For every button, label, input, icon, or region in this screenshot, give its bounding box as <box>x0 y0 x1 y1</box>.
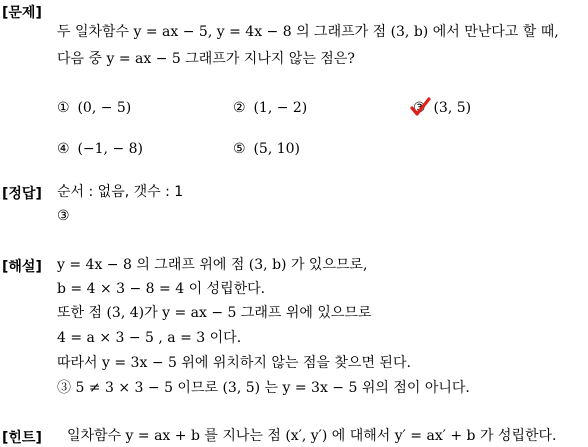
choice-5-value: (5, 10) <box>253 141 300 157</box>
explanation-line-2: b = 4 × 3 − 8 = 4 이 성립한다. <box>57 281 266 297</box>
choice-2-value: (1, − 2) <box>253 100 308 116</box>
hint-tag: [힌트] <box>2 430 42 446</box>
check-mark-icon <box>409 96 431 118</box>
explanation-line-3: 또한 점 (3, 4)가 y = ax − 5 그래프 위에 있으므로 <box>57 305 372 321</box>
explanation-line-4: 4 = a × 3 − 5 , a = 3 이다. <box>57 330 242 346</box>
choice-5[interactable] <box>233 140 300 158</box>
choice-3-number: ③ <box>413 100 426 116</box>
explanation-tag: [해설] <box>2 259 42 275</box>
problem-text-line-2: 다음 중 y = ax − 5 그래프가 지나지 않는 점은? <box>57 51 355 67</box>
problem-tag: [문제] <box>2 5 42 21</box>
answer-tag: [정답] <box>2 186 42 202</box>
choice-2[interactable] <box>233 99 307 117</box>
hint-text: 일차함수 y = ax + b 를 지나는 점 (x′, y′) 에 대해서 y′ = ax′ + b 가 성립한다. <box>67 428 557 444</box>
choice-1-number: ① <box>57 100 70 116</box>
choice-2-number: ② <box>233 100 246 116</box>
choice-1[interactable] <box>57 99 131 117</box>
explanation-line-6: ③ 5 ≠ 3 × 3 − 5 이므로 (3, 5) 는 y = 3x − 5 위의 점이 아니다. <box>57 380 470 396</box>
explanation-line-1: y = 4x − 8 의 그래프 위에 점 (3, b) 가 있으므로, <box>57 257 368 273</box>
choice-3-value: (3, 5) <box>433 100 472 116</box>
answer-value: ③ <box>57 208 70 224</box>
choice-5-number: ⑤ <box>233 141 246 157</box>
answer-order-count: 순서 : 없음, 갯수 : 1 <box>57 184 184 200</box>
choice-4[interactable] <box>57 140 143 158</box>
choice-4-number: ④ <box>57 141 70 157</box>
explanation-line-5: 따라서 y = 3x − 5 위에 위치하지 않는 점을 찾으면 된다. <box>57 355 411 371</box>
choice-4-value: (−1, − 8) <box>77 141 144 157</box>
choice-1-value: (0, − 5) <box>77 100 132 116</box>
problem-text-line-1: 두 일차함수 y = ax − 5, y = 4x − 8 의 그래프가 점 (3, b) 에서 만난다고 할 때, <box>57 24 559 40</box>
